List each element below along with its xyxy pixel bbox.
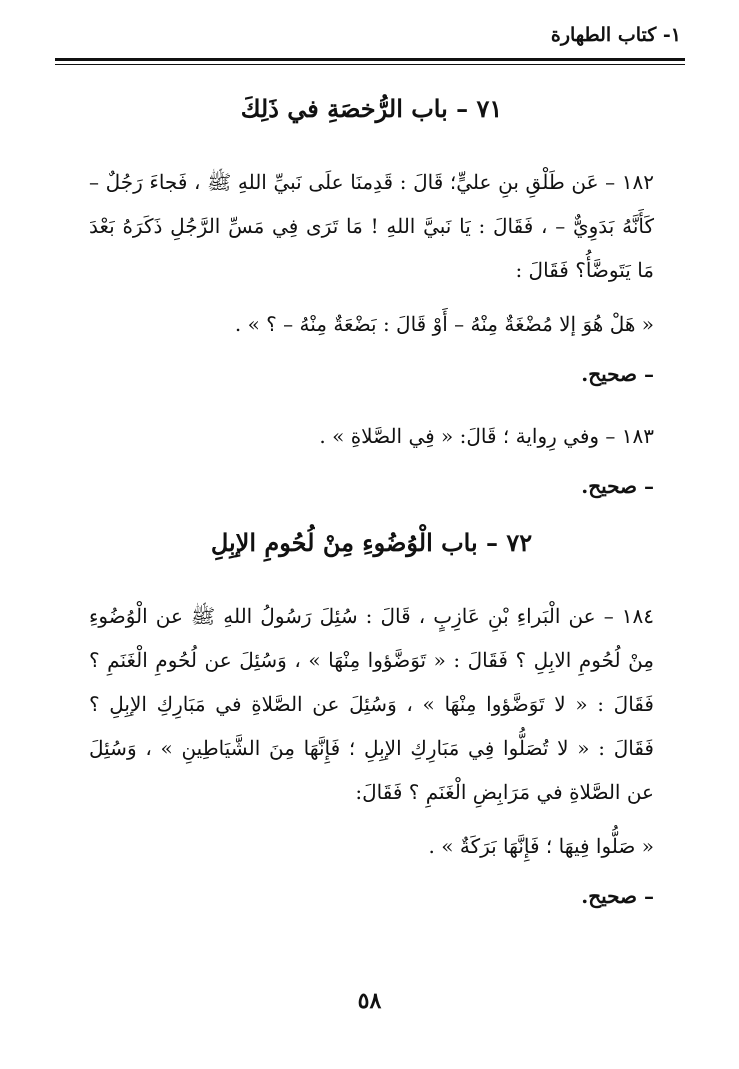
chapter-title: ٧٢ – باب الْوُضُوءِ مِنْ لُحُومِ الإبِلِ: [210, 528, 533, 557]
running-header: ١- كتاب الطهارة: [550, 24, 681, 46]
hadith-text: ١٨٣ – وفي رِواية ؛ قَالَ: « فِي الصَّلاةِ » .: [319, 424, 654, 448]
header-rule-thick: [55, 58, 685, 61]
hadith-182: [89, 160, 654, 396]
hadith-quote: « هَلْ هُوَ إلا مُضْغَةٌ مِنْهُ – أَوْ قَالَ : بَضْعَةٌ مِنْهُ – ؟ » .: [234, 312, 654, 336]
hadith-grade: – صحيح.: [581, 884, 654, 908]
hadith-grade: – صحيح.: [581, 362, 654, 386]
page-number: ٥٨: [357, 988, 382, 1014]
header-rule-thin: [55, 64, 685, 65]
hadith-grade: – صحيح.: [581, 474, 654, 498]
hadith-text: ١٨٢ – عَن طَلْقِ بنِ عليٍّ؛ قَالَ : قَدِمنَا علَى نَبيِّ اللهِ ﷺ ، فَجاءَ رَجُلٌ – كَأَنَّهُ بَدَوِيٌّ – ، فَقَالَ : يَا نَبيَّ اللهِ ! مَا تَرَى فِي مَسِّ الرَّجُلِ ذَكَرَهُ بَعْدَ مَا يَتَوضَّأُ؟ فَقَالَ :: [89, 170, 654, 282]
chapter-title: ٧١ – باب الرُّخصَةِ في ذَلِكَ: [240, 94, 503, 123]
chapter-71: [89, 92, 654, 508]
hadith-quote: « صَلُّوا فِيهَا ؛ فَإِنَّهَا بَرَكَةٌ » .: [428, 834, 654, 858]
hadith-text: ١٨٤ – عن الْبَراءِ بْنِ عَازِبٍ ، قَالَ : سُئِلَ رَسُولُ اللهِ ﷺ عن الْوُضُوءِ مِنْ لُحُومِ الابِلِ ؟ فَقَالَ : « تَوَضَّؤوا مِنْهَا » ، وَسُئِلَ عن لُحُومِ الْغَنَمِ ؟ فَقَالَ : « لا تَوَضَّؤوا مِنْهَا » ، وَسُئِلَ عن الصَّلاةِ في مَبَارِكِ الإبِلِ ؟ فَقَالَ : « لا تُصَلُّوا فِي مَبَارِكِ الإبِلِ ؛ فَإِنَّهَا مِنَ الشَّيَاطِينِ » ، وَسُئِلَ عن الصَّلاةِ في مَرَابِضِ الْغَنَمِ ؟ فَقَالَ:: [89, 604, 654, 804]
page-content: [89, 92, 654, 936]
chapter-72: [89, 526, 654, 918]
hadith-183: [89, 414, 654, 508]
hadith-184: [89, 594, 654, 918]
